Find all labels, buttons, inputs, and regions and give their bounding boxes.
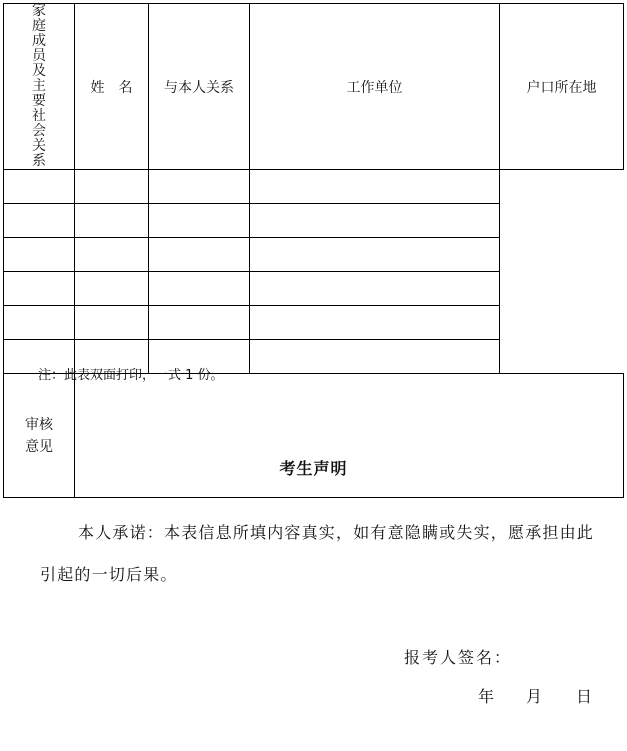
workplace-cell[interactable] <box>149 204 250 238</box>
date-day-label: 日 <box>576 687 593 706</box>
date-year-label: 年 <box>478 687 495 706</box>
relation-cell[interactable] <box>75 170 149 204</box>
declaration-title: 考生声明 <box>279 459 348 478</box>
workplace-cell[interactable] <box>149 272 250 306</box>
workplace-cell[interactable] <box>149 238 250 272</box>
name-cell[interactable] <box>4 272 75 306</box>
workplace-cell[interactable] <box>149 306 250 340</box>
column-header-name: 姓 名 <box>75 4 149 170</box>
table-row <box>4 272 624 306</box>
review-label-line1: 审核 <box>25 416 53 433</box>
print-note: 注：此表双面打印，一式 1 份。 <box>38 368 224 383</box>
workplace-cell[interactable] <box>149 170 250 204</box>
table-row <box>4 306 624 340</box>
family-section-label: 家庭成员及主要社会关系 <box>32 3 46 169</box>
table-row <box>4 170 624 204</box>
declaration-text: 本人承诺：本表信息所填内容真实，如有意隐瞒或失实，愿承担由此引起的一切后果。 <box>40 523 595 584</box>
declaration-body <box>40 512 600 596</box>
signature-label: 报考人签名： <box>404 648 513 667</box>
review-label-line2: 意见 <box>25 438 53 455</box>
household-cell[interactable] <box>250 238 500 272</box>
household-cell[interactable] <box>250 340 500 374</box>
relation-cell[interactable] <box>75 204 149 238</box>
relation-cell[interactable] <box>75 238 149 272</box>
column-header-workplace: 工作单位 <box>250 4 500 170</box>
table-row <box>4 204 624 238</box>
name-cell[interactable] <box>4 170 75 204</box>
name-cell[interactable] <box>4 306 75 340</box>
signature-date <box>478 684 592 707</box>
relation-cell[interactable] <box>75 306 149 340</box>
household-cell[interactable] <box>250 204 500 238</box>
household-cell[interactable] <box>250 272 500 306</box>
household-cell[interactable] <box>250 306 500 340</box>
household-cell[interactable] <box>250 170 500 204</box>
table-header-row <box>4 4 624 170</box>
name-cell[interactable] <box>4 238 75 272</box>
table-row <box>4 238 624 272</box>
review-label <box>22 414 56 458</box>
date-month-label: 月 <box>526 687 543 706</box>
name-cell[interactable] <box>4 204 75 238</box>
column-header-household-registration: 户口所在地 <box>500 4 624 170</box>
column-header-relation: 与本人关系 <box>149 4 250 170</box>
family-section-label-cell <box>4 4 75 170</box>
family-relations-table <box>3 3 624 498</box>
relation-cell[interactable] <box>75 272 149 306</box>
